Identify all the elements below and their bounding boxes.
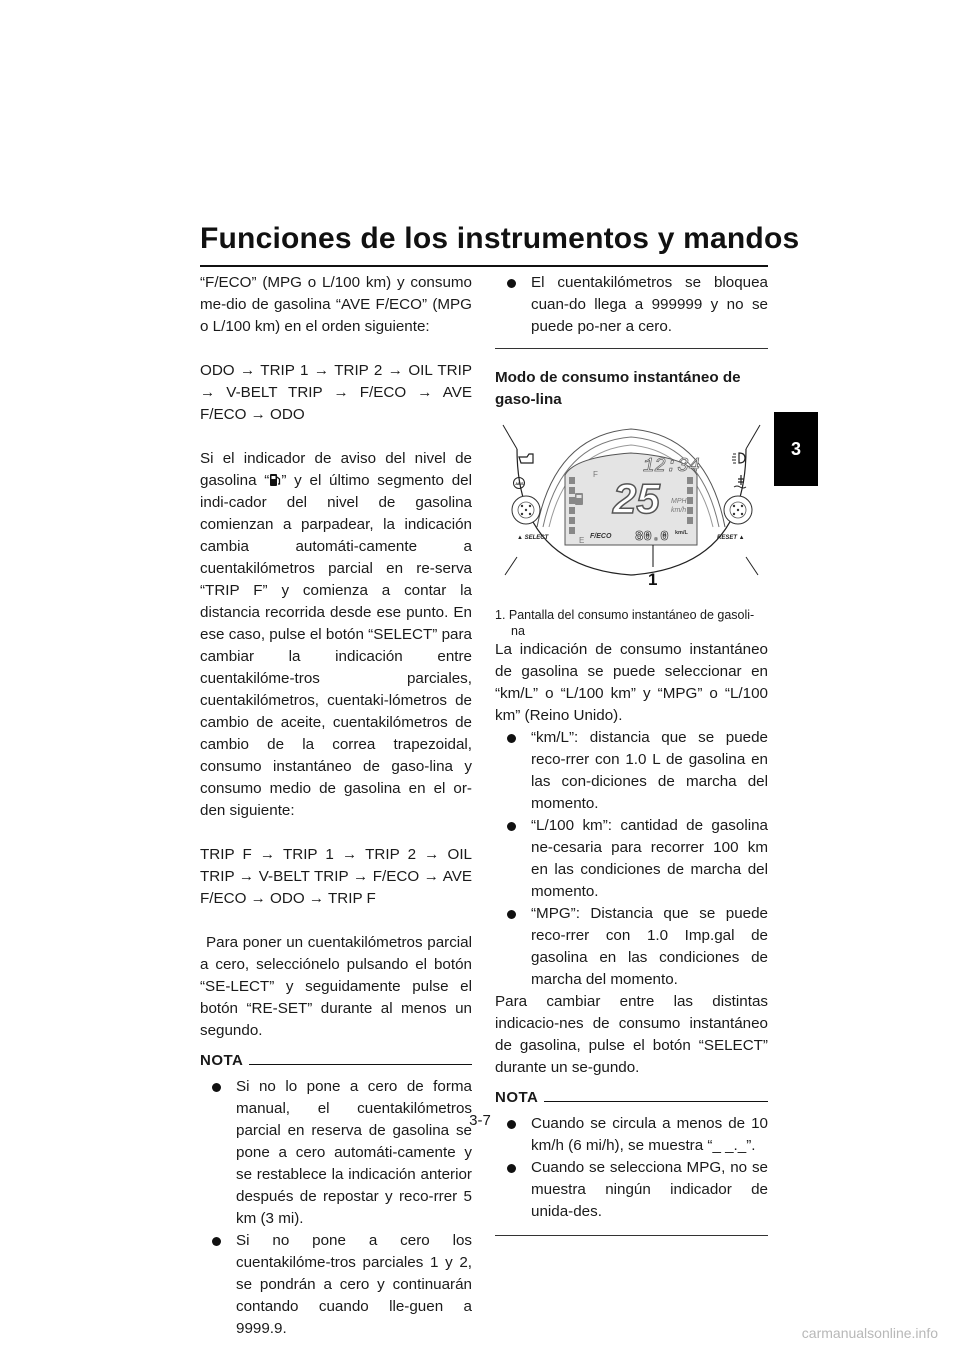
- header-rule: [200, 265, 768, 267]
- paragraph-2-start: Si el indicador de aviso del nivel de gasolina “: [200, 450, 472, 489]
- list-item-text: Si no lo pone a cero de forma manual, el cuentakilómetros parcial en reserva de gasolina se pone a cero automáti-camente y se restablece la indicación anterior después de repostar y reco-rrer 5 km (3 mi).: [236, 1078, 472, 1227]
- watermark: carmanualsonline.info: [801, 1325, 938, 1341]
- list-item: [495, 727, 768, 815]
- nota-list-right: [495, 1113, 768, 1223]
- fuel-full-label: F: [593, 470, 598, 479]
- nota-rule: [544, 1101, 768, 1102]
- reset-button-illustration: [724, 496, 752, 524]
- sequence-2: TRIP F → TRIP 1 → TRIP 2 → OIL TRIP → V-BELT TRIP → F/ECO → AVE F/ECO → ODO → TRIP F: [200, 846, 472, 907]
- paragraph-switch: Para cambiar entre las distintas indicacio-nes de consumo instantáneo de gasolina, pulse el botón “SELECT” durante un se-gundo.: [495, 993, 768, 1076]
- list-item-text: “km/L”: distancia que se puede reco-rrer con 1.0 L de gasolina en las con-diciones de marcha del momento.: [531, 729, 768, 812]
- list-item-text: Cuando se selecciona MPG, no se muestra ningún indicador de unida-des.: [531, 1159, 768, 1220]
- section-title: Modo de consumo instantáneo de gaso-lina: [495, 369, 741, 408]
- list-item-text: El cuentakilómetros se bloquea cuan-do llega a 999999 y no se puede po-ner a cero.: [531, 274, 768, 335]
- paragraph-2: [200, 448, 472, 822]
- list-item: [200, 1230, 472, 1340]
- nota-label: NOTA: [495, 1089, 539, 1106]
- list-item-text: “MPG”: Distancia que se puede reco-rrer con 1.0 Imp.gal de gasolina en las condiciones de marcha del momento.: [531, 905, 768, 988]
- list-item-text: Si no pone a cero los cuentakilóme-tros parciales 1 y 2, se pondrán a cero y continuarán contando cuando lle-guen a 9999.9.: [236, 1232, 472, 1337]
- bullet-icon: [507, 822, 516, 831]
- paragraph-1: “F/ECO” (MPG o L/100 km) y consumo me-dio de gasolina “AVE F/ECO” (MPG o L/100 km) en el orden siguiente:: [200, 274, 472, 335]
- bullet-icon: [507, 734, 516, 743]
- list-item-text: Cuando se circula a menos de 10 km/h (6 mi/h), se muestra “_ _._”.: [531, 1115, 768, 1154]
- list-item: [495, 1157, 768, 1223]
- bullet-icon: [212, 1083, 221, 1092]
- nota-end-rule: [495, 1235, 768, 1236]
- figure-caption: 1. Pantalla del consumo instantáneo de gasoli-na: [495, 608, 755, 638]
- bullet-icon: [507, 1164, 516, 1173]
- clock-display: 12:34: [643, 455, 701, 477]
- paragraph-instant-consumption: La indicación de consumo instantáneo de gasolina se puede seleccionar en “km/L” o “L/100 km” y “MPG” o “L/100 km” (Reino Unido).: [495, 641, 768, 724]
- sequence-1: ODO → TRIP 1 → TRIP 2 → OIL TRIP → V-BELT TRIP → F/ECO → AVE F/ECO → ODO: [200, 362, 472, 423]
- fuel-empty-label: E: [579, 536, 585, 545]
- select-button-illustration: [512, 496, 540, 524]
- list-item: [495, 903, 768, 991]
- bullet-icon: [507, 910, 516, 919]
- list-item: [495, 272, 768, 338]
- instrument-panel-illustration: [495, 417, 768, 605]
- chapter-tab: 3: [774, 412, 818, 486]
- list-item: [495, 815, 768, 903]
- fuel-warning-icon: [269, 473, 281, 487]
- fuel-economy-reading: 80.0: [635, 529, 669, 545]
- headlight-icon: [732, 453, 745, 463]
- svg-text:ABS: ABS: [515, 481, 524, 486]
- engine-warning-icon: [519, 454, 533, 463]
- reading-unit: km/L: [675, 530, 688, 536]
- nota-rule: [249, 1064, 472, 1065]
- bullet-icon: [212, 1237, 221, 1246]
- paragraph-3: Para poner un cuentakilómetros parcial a cero, selecciónelo pulsando el botón “SE-LECT” y seguidamente pulse el botón “RE-SET” durante al menos un segundo.: [200, 934, 472, 1039]
- left-column: [200, 272, 472, 1340]
- unit-mph: MPH: [671, 498, 687, 505]
- unit-kmh: km/h: [671, 507, 687, 514]
- reset-label: RESET ▲: [717, 535, 745, 541]
- select-label: ▲ SELECT: [517, 535, 549, 541]
- nota-header-left: [200, 1050, 472, 1072]
- unit-bullets: [495, 727, 768, 991]
- fuel-pump-icon: [575, 493, 583, 505]
- page-title: Funciones de los instrumentos y mandos: [200, 222, 800, 255]
- nota-header-right: [495, 1087, 768, 1109]
- list-item-text: “L/100 km”: cantidad de gasolina ne-cesaria para recorrer 100 km en las condiciones de marcha del momento.: [531, 817, 768, 900]
- callout-number: 1: [648, 570, 658, 589]
- right-column: [495, 272, 768, 1236]
- mode-label: F/ECO: [590, 533, 612, 540]
- dashboard-figure: [495, 417, 768, 605]
- page-number: 3-7: [469, 1112, 491, 1129]
- paragraph-2-end: ” y el último segmento del indi-cador del nivel de gasolina comienzan a parpadear, la indicación cambia automáti-camente a cuentakilómetros parcial en re-serva “TRIP F” y comienza a contar la distancia recorrida desde ese punto. En ese caso, pulse el botón “SELECT” para cambiar la indicación entre cuentakilóme-tros parciales, cuentakilómetros, cuentaki-lómetros de cambio de aceite, cuentakilómetros de cambio de la correa trapezoidal, consumo instantáneo de gaso-lina y consumo medio de gasolina en el or-den siguiente:: [200, 472, 472, 819]
- bullet-icon: [507, 279, 516, 288]
- nota-label: NOTA: [200, 1052, 244, 1069]
- list-item: [200, 1076, 472, 1230]
- speed-display: 25: [613, 475, 660, 522]
- top-bullets: [495, 272, 768, 338]
- section-rule: [495, 348, 768, 349]
